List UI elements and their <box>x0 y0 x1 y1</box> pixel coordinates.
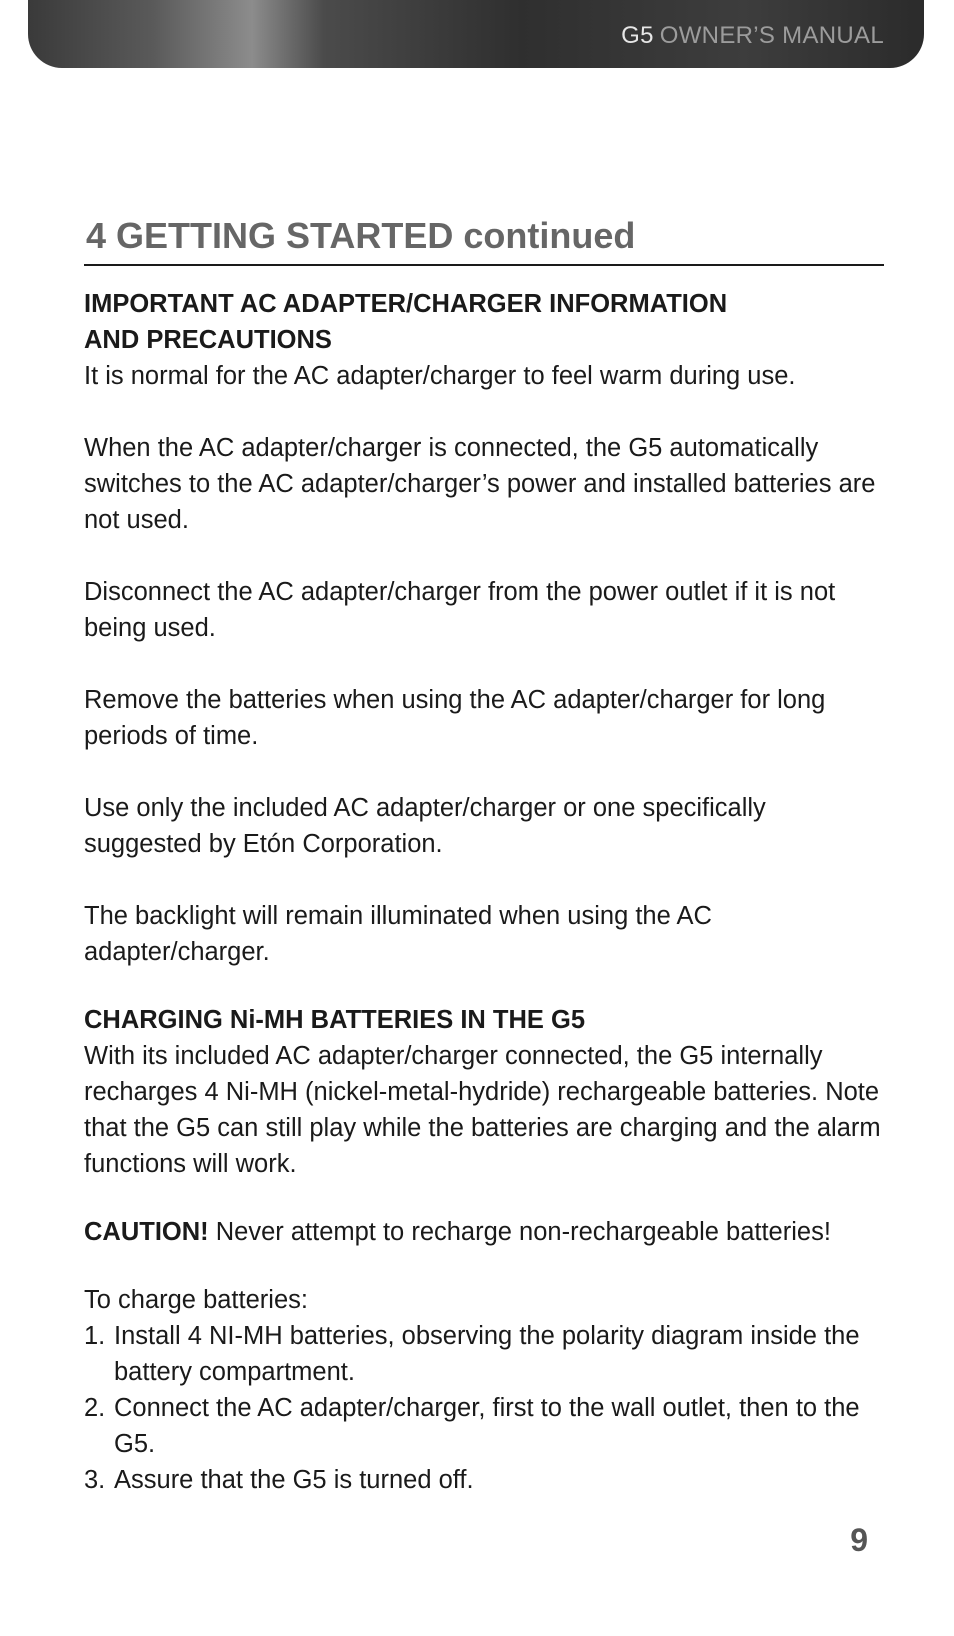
ac-heading-line2: AND PRECAUTIONS <box>84 326 332 354</box>
section-title: 4 GETTING STARTED continued <box>86 215 636 256</box>
ac-paragraph: Use only the included AC adapter/charger or one specifically suggested by Etón Corporation. <box>84 794 766 858</box>
running-header <box>621 22 884 50</box>
step-number: 2. <box>84 1394 106 1422</box>
ac-paragraph: It is normal for the AC adapter/charger to feel warm during use. <box>84 362 796 390</box>
header-model: G5 <box>621 22 654 49</box>
ac-paragraph: When the AC adapter/charger is connected, the G5 automatically switches to the AC adapter/charger’s power and installed batteries are not used. <box>84 434 876 534</box>
page-number: 9 <box>850 1522 868 1558</box>
ac-paragraph: Disconnect the AC adapter/charger from the power outlet if it is not being used. <box>84 578 836 642</box>
step-text: Connect the AC adapter/charger, first to the wall outlet, then to the G5. <box>114 1394 860 1458</box>
header-manual-label: OWNER’S MANUAL <box>659 22 884 49</box>
list-item <box>84 1390 884 1462</box>
charging-heading: CHARGING Ni-MH BATTERIES IN THE G5 <box>84 1006 586 1034</box>
list-item <box>84 1462 884 1498</box>
charging-steps <box>84 1318 884 1498</box>
step-number: 3. <box>84 1466 106 1494</box>
steps-intro: To charge batteries: <box>84 1286 308 1314</box>
step-text: Install 4 NI-MH batteries, observing the polarity diagram inside the battery compartment. <box>114 1322 860 1386</box>
list-item <box>84 1318 884 1390</box>
ac-paragraph: Remove the batteries when using the AC adapter/charger for long periods of time. <box>84 686 826 750</box>
page-content <box>84 286 884 1498</box>
caution-label: CAUTION! <box>84 1218 209 1246</box>
ac-paragraph: The backlight will remain illuminated when using the AC adapter/charger. <box>84 902 712 966</box>
step-number: 1. <box>84 1322 106 1350</box>
step-text: Assure that the G5 is turned off. <box>114 1466 474 1494</box>
caution-text: Never attempt to recharge non-rechargeable batteries! <box>208 1218 831 1246</box>
section-divider <box>84 264 884 266</box>
caution-note <box>84 1214 884 1250</box>
ac-heading-line1: IMPORTANT AC ADAPTER/CHARGER INFORMATION <box>84 290 728 318</box>
header-bar <box>28 0 924 68</box>
charging-intro: With its included AC adapter/charger connected, the G5 internally recharges 4 Ni-MH (nickel-metal-hydride) rechargeable batteries. Note that the G5 can still play while the batteries are charging and the alarm functions will work. <box>84 1042 881 1178</box>
